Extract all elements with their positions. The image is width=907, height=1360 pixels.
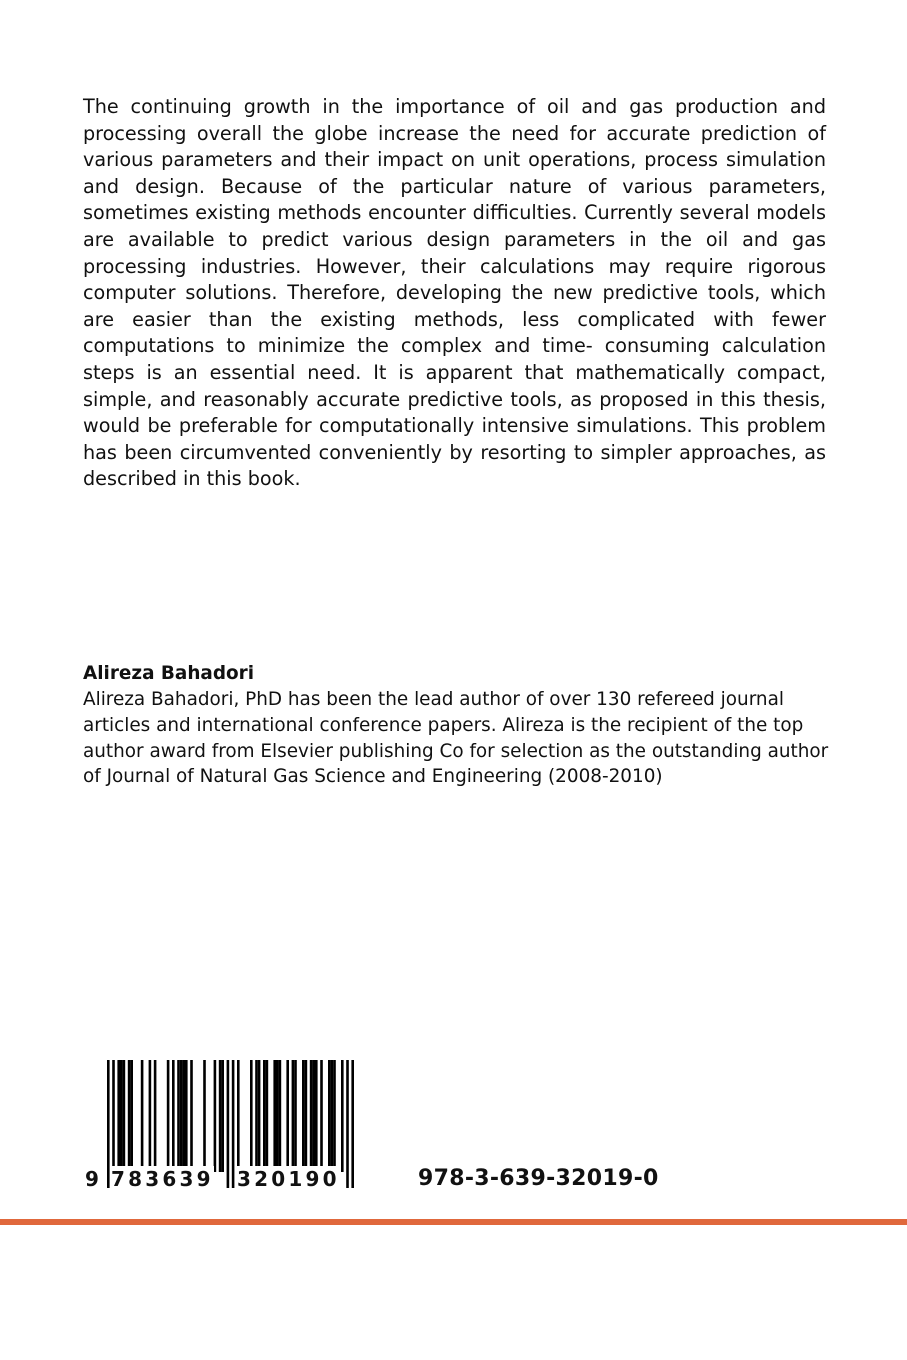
barcode-bar (182, 1060, 185, 1172)
barcode-bar (333, 1060, 336, 1172)
barcode-left-digits: 783639 (111, 1167, 214, 1191)
barcode-bar (276, 1060, 279, 1172)
barcode-bar (312, 1060, 315, 1172)
barcode-bar (258, 1060, 261, 1172)
barcode-bar (302, 1060, 305, 1172)
barcode-bar (123, 1060, 126, 1172)
barcode-bar (315, 1060, 318, 1172)
barcode-bar (130, 1060, 133, 1172)
barcode-bar (190, 1060, 193, 1172)
barcode-bar (128, 1060, 131, 1172)
barcode-bar (232, 1060, 235, 1188)
barcode-lead-digit: 9 (85, 1167, 103, 1191)
barcode-bar (107, 1060, 110, 1188)
barcode-bar (286, 1060, 289, 1172)
barcode-bar (219, 1060, 222, 1172)
barcode-bar (331, 1060, 334, 1172)
isbn-number: 978-3-639-32019-0 (418, 1166, 659, 1191)
barcode-bar (227, 1060, 230, 1188)
barcode-bar (117, 1060, 120, 1172)
barcode-bar (154, 1060, 157, 1172)
barcode-bar (149, 1060, 152, 1172)
barcode-bar (320, 1060, 323, 1172)
barcode-bar (273, 1060, 276, 1172)
barcode-bar (237, 1060, 240, 1172)
barcode-bar (266, 1060, 269, 1172)
back-cover-blurb: The continuing growth in the importance of oil and gas production and processing overall the globe increase the need for accurate prediction of various parameters and their impact on unit operations, process simulation and design. Because of the particular nature of various parameters, sometimes existing methods encounter difficulties. Currently several models are available to predict various design parameters in the oil and gas processing industries. However, their calculations may require rigorous computer solutions. Therefore, developing the new predictive tools, which are easier than the existing methods, less complicated with fewer computations to minimize the complex and time- consuming calculation steps is an essential need. It is apparent that mathematically compact, simple, and reasonably accurate predictive tools, as proposed in this thesis, would be preferable for computationally intensive simulations. This problem has been circumvented conveniently by resorting to simpler approaches, as described in this book. (83, 95, 826, 491)
isbn-barcode (85, 1060, 360, 1200)
author-bio: Alireza Bahadori, PhD has been the lead author of over 130 refereed journal articles and international conference papers. Alireza is the recipient of the top author award from Elsevier publishing Co for selection as the outstanding author of Journal of Natural Gas Science and Engineering (2008-2010) (83, 689, 829, 788)
barcode-bar (341, 1060, 344, 1172)
author-name: Alireza Bahadori (83, 663, 255, 684)
orange-divider-rule (0, 1219, 907, 1225)
barcode-bar (279, 1060, 282, 1172)
barcode-bar (172, 1060, 175, 1172)
barcode-bar (221, 1060, 224, 1172)
barcode-bar (180, 1060, 183, 1172)
barcode-bar (214, 1060, 217, 1172)
barcode-bar (255, 1060, 258, 1172)
barcode-bar (177, 1060, 180, 1172)
barcode-bar (292, 1060, 295, 1172)
barcode-bar (294, 1060, 297, 1172)
barcode-bar (328, 1060, 331, 1172)
barcode-bar (141, 1060, 144, 1172)
barcode-bar (310, 1060, 313, 1172)
barcode-bar (250, 1060, 253, 1172)
barcode-bar (185, 1060, 188, 1172)
barcode-bar (351, 1060, 354, 1188)
barcode-right-digits: 320190 (237, 1167, 340, 1191)
barcode-bar (305, 1060, 308, 1172)
barcode-bar (203, 1060, 206, 1172)
barcode-bar (263, 1060, 266, 1172)
barcode-bar (167, 1060, 170, 1172)
barcode-bar (346, 1060, 349, 1188)
barcode-bar (120, 1060, 123, 1172)
